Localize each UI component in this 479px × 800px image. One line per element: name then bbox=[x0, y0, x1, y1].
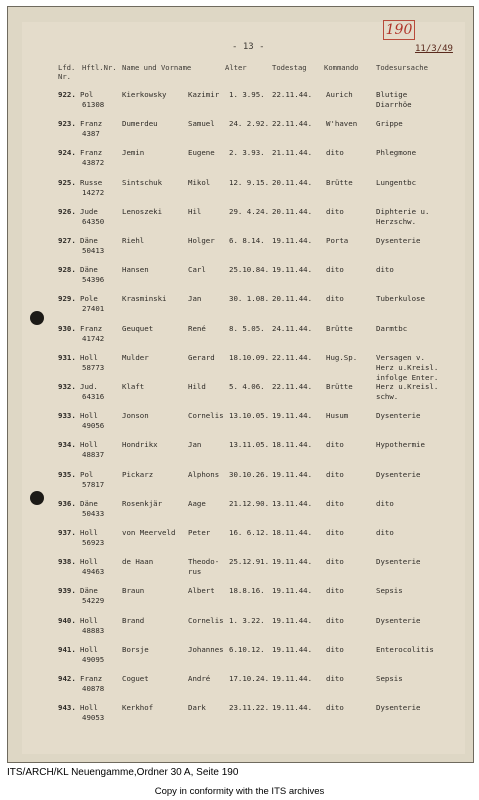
row-cause-of-death: Blutige bbox=[376, 90, 408, 99]
row-prisoner-number: 4387 bbox=[82, 129, 100, 139]
row-number: 936. bbox=[58, 498, 76, 508]
row-death-date: 20.11.44. bbox=[272, 294, 313, 304]
header-todesursache: Todesursache bbox=[376, 63, 428, 72]
row-number: 941. bbox=[58, 644, 76, 654]
row-kommando: Brütte bbox=[326, 382, 353, 391]
row-nationality: Franz bbox=[80, 674, 103, 683]
row-birth-date: 8. 5.05. bbox=[229, 323, 265, 333]
header-kommando: Kommando bbox=[324, 63, 359, 72]
row-surname: Rosenkjär bbox=[122, 498, 163, 508]
row-nationality: Holl bbox=[80, 615, 98, 625]
row-death-date: 19.11.44. bbox=[272, 674, 313, 683]
row-number: 943. bbox=[58, 703, 76, 713]
row-prisoner-number: 54396 bbox=[82, 275, 105, 285]
row-nationality: Jude bbox=[80, 206, 98, 216]
row-birth-date: 21.12.90. bbox=[229, 498, 270, 508]
row-cause-of-death: Diphterie u. bbox=[376, 206, 430, 216]
row-cause-of-death: Dysenterie bbox=[376, 236, 421, 245]
row-death-date: 19.11.44. bbox=[272, 265, 313, 275]
row-death-date: 20.11.44. bbox=[272, 206, 313, 216]
row-death-date: 22.11.44. bbox=[272, 382, 313, 391]
row-surname: Jemin bbox=[122, 148, 145, 158]
table-row bbox=[0, 703, 479, 743]
row-cause-of-death: Phlegmone bbox=[376, 148, 417, 158]
row-number: 926. bbox=[58, 206, 76, 216]
row-first-name-cont: rus bbox=[188, 567, 202, 577]
row-birth-date: 13.10.05. bbox=[229, 411, 270, 421]
row-nationality: Jud. bbox=[80, 382, 98, 391]
row-surname: Riehl bbox=[122, 236, 145, 245]
header-lfd: Lfd. bbox=[58, 63, 76, 72]
row-surname: de Haan bbox=[122, 557, 154, 567]
row-birth-date: 25.12.91. bbox=[229, 557, 270, 567]
row-kommando: dito bbox=[326, 469, 344, 479]
row-nationality: Pol bbox=[80, 90, 94, 99]
row-birth-date: 18.8.16. bbox=[229, 586, 265, 596]
row-first-name: Holger bbox=[188, 236, 215, 245]
row-first-name: Theodo- bbox=[188, 557, 220, 567]
row-surname: Geuquet bbox=[122, 323, 154, 333]
row-nationality: Franz bbox=[80, 119, 103, 129]
row-first-name: Alphons bbox=[188, 469, 220, 479]
row-birth-date: 6.10.12. bbox=[229, 644, 265, 654]
row-birth-date: 13.11.05. bbox=[229, 440, 270, 450]
row-birth-date: 16. 6.12. bbox=[229, 528, 270, 537]
row-first-name: André bbox=[188, 674, 211, 683]
row-kommando: dito bbox=[326, 703, 344, 713]
row-nationality: Holl bbox=[80, 557, 98, 567]
row-cause-of-death: schw. bbox=[376, 392, 399, 401]
row-number: 923. bbox=[58, 119, 76, 129]
row-first-name: Jan bbox=[188, 440, 202, 450]
header-nr: Nr. bbox=[58, 72, 71, 81]
row-number: 924. bbox=[58, 148, 76, 158]
row-prisoner-number: 14272 bbox=[82, 187, 105, 197]
row-birth-date: 30. 1.08. bbox=[229, 294, 270, 304]
row-number: 940. bbox=[58, 615, 76, 625]
row-nationality: Däne bbox=[80, 498, 98, 508]
row-cause-of-death: Enterocolitis bbox=[376, 644, 434, 654]
row-kommando: dito bbox=[326, 148, 344, 158]
row-cause-of-death: infolge Enter. bbox=[376, 372, 439, 382]
row-cause-of-death: Sepsis bbox=[376, 674, 403, 683]
row-surname: Krasminski bbox=[122, 294, 167, 304]
row-surname: Klaft bbox=[122, 382, 145, 391]
row-prisoner-number: 57817 bbox=[82, 479, 105, 489]
row-first-name: Peter bbox=[188, 528, 211, 537]
row-birth-date: 1. 3.95. bbox=[229, 90, 265, 99]
row-number: 942. bbox=[58, 674, 76, 683]
header-alter: Alter bbox=[225, 63, 247, 72]
row-cause-of-death: Sepsis bbox=[376, 586, 403, 596]
row-prisoner-number: 49095 bbox=[82, 654, 105, 664]
row-kommando: Porta bbox=[326, 236, 349, 245]
row-nationality: Franz bbox=[80, 148, 103, 158]
row-birth-date: 30.10.26. bbox=[229, 469, 270, 479]
row-surname: Pickarz bbox=[122, 469, 154, 479]
row-surname: Mulder bbox=[122, 352, 149, 362]
row-nationality: Däne bbox=[80, 236, 98, 245]
row-prisoner-number: 61308 bbox=[82, 100, 105, 109]
row-nationality: Russe bbox=[80, 177, 103, 187]
row-surname: Kerkhof bbox=[122, 703, 154, 713]
row-cause-of-death: Hypothermie bbox=[376, 440, 425, 450]
row-cause-of-death: Dysenterie bbox=[376, 469, 421, 479]
row-number: 930. bbox=[58, 323, 76, 333]
row-nationality: Holl bbox=[80, 440, 98, 450]
row-number: 931. bbox=[58, 352, 76, 362]
row-first-name: Kazimir bbox=[188, 90, 220, 99]
row-nationality: Holl bbox=[80, 528, 98, 537]
row-first-name: Albert bbox=[188, 586, 215, 596]
row-surname: Braun bbox=[122, 586, 145, 596]
row-kommando: dito bbox=[326, 557, 344, 567]
row-birth-date: 5. 4.06. bbox=[229, 382, 265, 391]
row-surname: Sintschuk bbox=[122, 177, 163, 187]
row-cause-of-death: Grippe bbox=[376, 119, 403, 129]
row-surname: Dumerdeu bbox=[122, 119, 158, 129]
row-death-date: 18.11.44. bbox=[272, 528, 313, 537]
row-first-name: Cornelis bbox=[188, 411, 224, 421]
row-number: 935. bbox=[58, 469, 76, 479]
row-kommando: Husum bbox=[326, 411, 349, 421]
row-cause-of-death: Dysenterie bbox=[376, 703, 421, 713]
row-death-date: 18.11.44. bbox=[272, 440, 313, 450]
row-nationality: Franz bbox=[80, 323, 103, 333]
row-cause-of-death: Lungentbc bbox=[376, 177, 417, 187]
row-number: 934. bbox=[58, 440, 76, 450]
row-cause-of-death: Dysenterie bbox=[376, 615, 421, 625]
row-nationality: Däne bbox=[80, 586, 98, 596]
row-cause-of-death: Herz u.Kreisl. bbox=[376, 382, 439, 391]
row-nationality: Holl bbox=[80, 703, 98, 713]
row-birth-date: 12. 9.15. bbox=[229, 177, 270, 187]
row-first-name: Aage bbox=[188, 498, 206, 508]
row-surname: Lenoszeki bbox=[122, 206, 163, 216]
row-cause-of-death: dito bbox=[376, 265, 394, 275]
row-birth-date: 23.11.22. bbox=[229, 703, 270, 713]
row-death-date: 19.11.44. bbox=[272, 236, 313, 245]
row-surname: Kierkowsky bbox=[122, 90, 167, 99]
row-birth-date: 17.10.24. bbox=[229, 674, 270, 683]
row-nationality: Holl bbox=[80, 411, 98, 421]
row-death-date: 21.11.44. bbox=[272, 148, 313, 158]
row-prisoner-number: 50413 bbox=[82, 246, 105, 255]
row-prisoner-number: 49056 bbox=[82, 421, 105, 431]
row-surname: Borsje bbox=[122, 644, 149, 654]
row-first-name: Jan bbox=[188, 294, 202, 304]
row-number: 922. bbox=[58, 90, 76, 99]
row-first-name: Cornelis bbox=[188, 615, 224, 625]
row-first-name: René bbox=[188, 323, 206, 333]
row-prisoner-number: 48837 bbox=[82, 450, 105, 460]
row-kommando: dito bbox=[326, 586, 344, 596]
header-todestag: Todestag bbox=[272, 63, 307, 72]
row-death-date: 19.11.44. bbox=[272, 644, 313, 654]
row-prisoner-number: 64316 bbox=[82, 392, 105, 401]
row-death-date: 22.11.44. bbox=[272, 119, 313, 129]
row-death-date: 19.11.44. bbox=[272, 411, 313, 421]
header-hftl-nr: Hftl.Nr. bbox=[82, 63, 117, 72]
row-kommando: Aurich bbox=[326, 90, 353, 99]
row-kommando: dito bbox=[326, 674, 344, 683]
row-death-date: 22.11.44. bbox=[272, 90, 313, 99]
row-cause-of-death: Versagen v. bbox=[376, 352, 425, 362]
row-death-date: 19.11.44. bbox=[272, 703, 313, 713]
row-kommando: dito bbox=[326, 265, 344, 275]
row-death-date: 13.11.44. bbox=[272, 498, 313, 508]
row-prisoner-number: 43872 bbox=[82, 158, 105, 168]
row-surname: Brand bbox=[122, 615, 145, 625]
row-number: 932. bbox=[58, 382, 76, 391]
row-surname: Hansen bbox=[122, 265, 149, 275]
row-number: 929. bbox=[58, 294, 76, 304]
row-first-name: Mikol bbox=[188, 177, 211, 187]
row-prisoner-number: 41742 bbox=[82, 333, 105, 343]
row-first-name: Hild bbox=[188, 382, 206, 391]
row-number: 938. bbox=[58, 557, 76, 567]
document-date: 11/3/49 bbox=[415, 44, 453, 54]
row-first-name: Gerard bbox=[188, 352, 215, 362]
row-surname: Jonson bbox=[122, 411, 149, 421]
row-kommando: Brütte bbox=[326, 323, 353, 333]
row-first-name: Hil bbox=[188, 206, 202, 216]
row-cause-of-death: dito bbox=[376, 528, 394, 537]
row-death-date: 19.11.44. bbox=[272, 586, 313, 596]
row-nationality: Holl bbox=[80, 644, 98, 654]
page-number: - 13 - bbox=[232, 42, 265, 52]
row-cause-of-death: dito bbox=[376, 498, 394, 508]
row-cause-of-death: Dysenterie bbox=[376, 557, 421, 567]
row-death-date: 19.11.44. bbox=[272, 469, 313, 479]
row-birth-date: 18.10.09. bbox=[229, 352, 270, 362]
row-first-name: Dark bbox=[188, 703, 206, 713]
row-birth-date: 2. 3.93. bbox=[229, 148, 265, 158]
row-surname: von Meerveld bbox=[122, 528, 176, 537]
row-death-date: 24.11.44. bbox=[272, 323, 313, 333]
row-prisoner-number: 54229 bbox=[82, 596, 105, 606]
row-cause-of-death: Herzschw. bbox=[376, 216, 417, 226]
row-cause-of-death: Herz u.Kreisl. bbox=[376, 362, 439, 372]
row-birth-date: 1. 3.22. bbox=[229, 615, 265, 625]
row-birth-date: 6. 8.14. bbox=[229, 236, 265, 245]
row-cause-of-death: Dysenterie bbox=[376, 411, 421, 421]
row-prisoner-number: 58773 bbox=[82, 362, 105, 372]
row-prisoner-number: 27401 bbox=[82, 304, 105, 314]
archive-stamp-number: 190 bbox=[383, 20, 415, 40]
row-prisoner-number: 49463 bbox=[82, 567, 105, 577]
row-number: 937. bbox=[58, 528, 76, 537]
row-number: 939. bbox=[58, 586, 76, 596]
row-kommando: dito bbox=[326, 294, 344, 304]
row-birth-date: 24. 2.92. bbox=[229, 119, 270, 129]
row-kommando: dito bbox=[326, 528, 344, 537]
row-prisoner-number: 64350 bbox=[82, 216, 105, 226]
row-surname: Coguet bbox=[122, 674, 149, 683]
row-death-date: 19.11.44. bbox=[272, 615, 313, 625]
row-nationality: Holl bbox=[80, 352, 98, 362]
row-first-name: Samuel bbox=[188, 119, 215, 129]
row-death-date: 19.11.44. bbox=[272, 557, 313, 567]
row-kommando: Hug.Sp. bbox=[326, 352, 358, 362]
row-nationality: Däne bbox=[80, 265, 98, 275]
row-prisoner-number: 49053 bbox=[82, 713, 105, 723]
footer-conformity: Copy in conformity with the ITS archives bbox=[154, 786, 325, 797]
row-number: 928. bbox=[58, 265, 76, 275]
row-kommando: dito bbox=[326, 440, 344, 450]
row-kommando: W'haven bbox=[326, 119, 358, 129]
row-cause-of-death: Diarrhöe bbox=[376, 100, 412, 109]
row-birth-date: 29. 4.24. bbox=[229, 206, 270, 216]
row-kommando: dito bbox=[326, 644, 344, 654]
row-first-name: Johannes bbox=[188, 644, 224, 654]
row-prisoner-number: 40878 bbox=[82, 684, 105, 693]
row-birth-date: 25.10.84. bbox=[229, 265, 270, 275]
row-kommando: dito bbox=[326, 615, 344, 625]
row-kommando: dito bbox=[326, 498, 344, 508]
row-number: 925. bbox=[58, 177, 76, 187]
row-number: 933. bbox=[58, 411, 76, 421]
row-death-date: 22.11.44. bbox=[272, 352, 313, 362]
header-name: Name und Vorname bbox=[122, 63, 192, 72]
row-first-name: Carl bbox=[188, 265, 206, 275]
row-first-name: Eugene bbox=[188, 148, 215, 158]
row-kommando: Brütte bbox=[326, 177, 353, 187]
row-prisoner-number: 56923 bbox=[82, 538, 105, 547]
row-cause-of-death: Darmtbc bbox=[376, 323, 408, 333]
row-prisoner-number: 48883 bbox=[82, 625, 105, 635]
row-nationality: Pole bbox=[80, 294, 98, 304]
row-surname: Hondrikx bbox=[122, 440, 158, 450]
row-nationality: Pol bbox=[80, 469, 94, 479]
row-cause-of-death: Tuberkulose bbox=[376, 294, 425, 304]
row-death-date: 20.11.44. bbox=[272, 177, 313, 187]
row-prisoner-number: 50433 bbox=[82, 508, 105, 518]
row-kommando: dito bbox=[326, 206, 344, 216]
footer-source: ITS/ARCH/KL Neuengamme,Ordner 30 A, Seite 190 bbox=[7, 767, 239, 778]
row-number: 927. bbox=[58, 236, 76, 245]
